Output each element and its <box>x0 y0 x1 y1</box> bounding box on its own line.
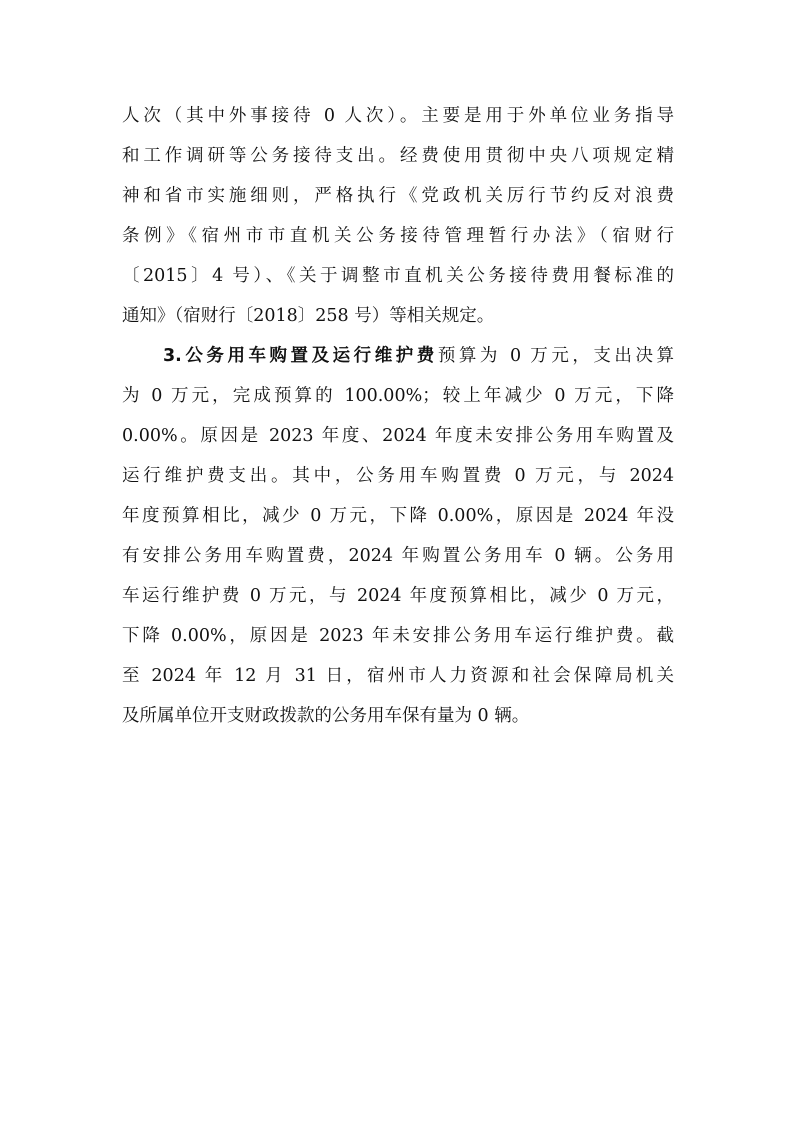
paragraph-line: 〔2015〕4 号）、《关于调整市直机关公务接待费用餐标准的 <box>122 266 674 286</box>
paragraph-line: 为 0 万元，完成预算的 100.00%；较上年减少 0 万元，下降 <box>122 386 674 406</box>
paragraph-line: 车运行维护费 0 万元，与 2024 年度预算相比，减少 0 万元， <box>122 586 674 606</box>
paragraph-line: 通知》（宿财行〔2018〕258 号）等相关规定。 <box>122 306 495 326</box>
paragraph-line: 和工作调研等公务接待支出。经费使用贯彻中央八项规定精 <box>122 146 674 166</box>
paragraph-line: 至 2024 年 12 月 31 日，宿州市人力资源和社会保障局机关 <box>122 666 674 686</box>
paragraph-line: 有安排公务用车购置费，2024 年购置公务用车 0 辆。公务用 <box>122 546 674 566</box>
paragraph-line <box>122 336 674 376</box>
paragraph-line: 及所属单位开支财政拨款的公务用车保有量为 0 辆。 <box>122 706 530 726</box>
paragraph-line: 年度预算相比，减少 0 万元，下降 0.00%，原因是 2024 年没 <box>122 506 674 526</box>
reception-expense-paragraph <box>122 96 674 336</box>
paragraph-line: 0.00%。原因是 2023 年度、2024 年度未安排公务用车购置及 <box>122 426 674 446</box>
section-heading-rest: 预算为 0 万元，支出决算 <box>437 346 674 366</box>
vehicle-expense-paragraph <box>122 336 674 736</box>
section-heading: 3.公务用车购置及运行维护费 <box>163 346 438 366</box>
paragraph-line: 下降 0.00%，原因是 2023 年未安排公务用车运行维护费。截 <box>122 626 674 646</box>
document-body <box>122 96 674 736</box>
paragraph-line: 人次（其中外事接待 0 人次）。主要是用于外单位业务指导 <box>122 106 674 126</box>
paragraph-line: 运行维护费支出。其中，公务用车购置费 0 万元，与 2024 <box>122 466 674 486</box>
paragraph-line: 条例》《宿州市市直机关公务接待管理暂行办法》（宿财行 <box>122 226 674 246</box>
paragraph-line: 神和省市实施细则，严格执行《党政机关厉行节约反对浪费 <box>122 186 674 206</box>
